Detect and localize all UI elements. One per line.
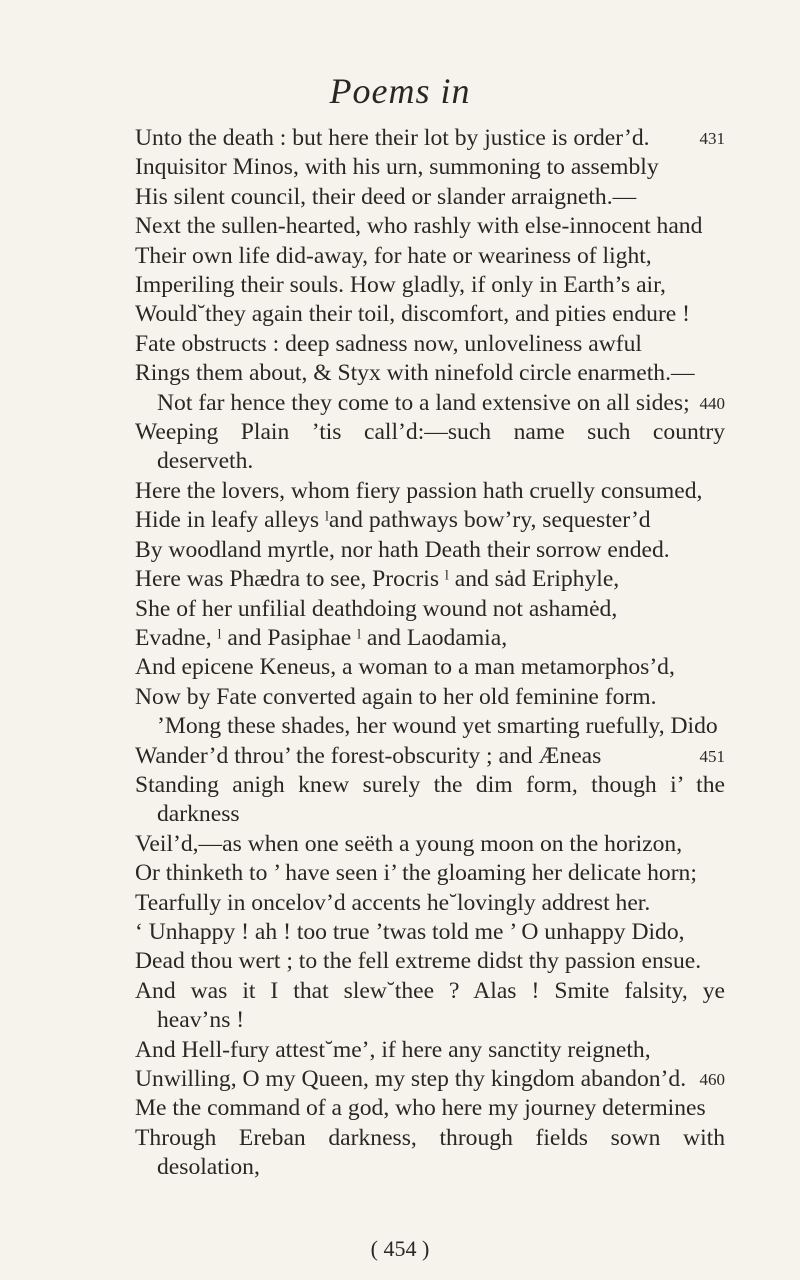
verse-text: Fate obstructs : deep sadness now, unloveliness awful <box>135 330 642 357</box>
verse-line <box>135 712 725 741</box>
verse-line <box>135 506 725 535</box>
line-number: 440 <box>699 393 725 413</box>
verse-text: Rings them about, & Styx with ninefold circle enarmeth.— <box>135 360 695 387</box>
verse-text: His silent council, their deed or slander arraigneth.— <box>135 183 637 210</box>
verse-text: Their own life did-away, for hate or weariness of light, <box>135 242 652 269</box>
verse-text: Unwilling, O my Queen, my step thy kingdom abandon’d. <box>135 1066 687 1092</box>
verse-line <box>135 771 725 800</box>
verse-text: And epicene Keneus, a woman to a man metamorphos’d, <box>135 654 675 681</box>
verse-text: Not far hence they come to a land extensive on all sides; <box>157 389 690 416</box>
verse-line <box>135 271 725 300</box>
verse-text: deserveth. <box>157 448 254 475</box>
line-number: 460 <box>699 1070 725 1089</box>
verse-line <box>135 447 725 476</box>
verse-line <box>135 1124 725 1153</box>
verse-text: Tearfully in oncelov’d accents he˘lovingly addrest her. <box>135 889 651 916</box>
verse-text: Veil’d,—as when one seëth a young moon on the horizon, <box>135 830 683 857</box>
verse-text: ’Mong these shades, her wound yet smarting ruefully, Dido <box>157 713 718 740</box>
verse-line <box>135 565 725 594</box>
verse-text: Evadne, ˡ and Pasiphae ˡ and Laodamia, <box>135 624 508 651</box>
verse-text: Weeping Plain ’tis call’d:—such name such country <box>135 419 725 446</box>
verse-line <box>135 683 725 712</box>
verse-line <box>135 212 725 241</box>
verse-text: Standing anigh knew surely the dim form, though i’ the <box>135 771 725 798</box>
verse-text: She of her unfilial deathdoing wound not ashamėd, <box>135 595 618 622</box>
verse-line <box>135 153 725 182</box>
verse-text: heav’ns ! <box>157 1007 245 1034</box>
verse-text: Here was Phædra to see, Procris ˡ and sȧd Eriphyle, <box>135 566 620 593</box>
verse-text: darkness <box>157 801 240 828</box>
verse-line <box>135 389 725 418</box>
verse-line <box>135 859 725 888</box>
verse-line <box>135 742 725 771</box>
verse-line <box>135 330 725 359</box>
verse-text: desolation, <box>157 1154 260 1181</box>
verse-line <box>135 124 725 153</box>
verse-line <box>135 947 725 976</box>
verse-line <box>135 418 725 447</box>
verse-line <box>135 536 725 565</box>
verse-text: Now by Fate converted again to her old feminine form. <box>135 683 657 710</box>
line-number: 451 <box>699 746 725 766</box>
verse-text: Next the sullen-hearted, who rashly with else-innocent hand <box>135 213 703 240</box>
poem-text <box>135 124 725 1183</box>
verse-text: ‘ Unhappy ! ah ! too true ’twas told me ’ O unhappy Dido, <box>135 918 685 945</box>
verse-text: Or thinketh to ’ have seen i’ the gloaming her delicate horn; <box>135 860 697 887</box>
verse-text: Here the lovers, whom fiery passion hath cruelly consumed, <box>135 477 703 504</box>
line-number: 431 <box>699 129 725 148</box>
verse-text: Me the command of a god, who here my journey determines <box>135 1095 706 1122</box>
verse-text: Unto the death : but here their lot by justice is order’d. <box>135 125 650 151</box>
verse-line <box>135 1094 725 1123</box>
verse-line <box>135 830 725 859</box>
verse-line <box>135 800 725 829</box>
verse-text: Wander’d throu’ the forest-obscurity ; and Æneas <box>135 742 602 769</box>
verse-line <box>135 1036 725 1065</box>
verse-text: And Hell-fury attest˘me’, if here any sanctity reigneth, <box>135 1036 651 1063</box>
verse-line <box>135 653 725 682</box>
page-number: ( 454 ) <box>370 1236 430 1261</box>
verse-text: Inquisitor Minos, with his urn, summoning to assembly <box>135 154 659 181</box>
verse-text: Would˘they again their toil, discomfort, and pities endure ! <box>135 301 691 328</box>
verse-line <box>135 359 725 388</box>
verse-line <box>135 183 725 212</box>
verse-line <box>135 1065 725 1094</box>
verse-text: Hide in leafy alleys ˡand pathways bow’ry, sequester’d <box>135 507 651 534</box>
verse-line <box>135 477 725 506</box>
verse-line <box>135 624 725 653</box>
verse-line <box>135 242 725 271</box>
verse-text: Through Ereban darkness, through fields sown with <box>135 1124 725 1151</box>
verse-line <box>135 889 725 918</box>
verse-text: And was it I that slew˘thee ? Alas ! Smite falsity, ye <box>135 977 725 1004</box>
verse-line <box>135 918 725 947</box>
verse-text: Dead thou wert ; to the fell extreme didst thy passion ensue. <box>135 948 702 975</box>
running-head: Poems in <box>329 71 471 111</box>
verse-line <box>135 1153 725 1182</box>
verse-line <box>135 1006 725 1035</box>
verse-line <box>135 300 725 329</box>
verse-text: By woodland myrtle, nor hath Death their sorrow ended. <box>135 536 670 563</box>
verse-line <box>135 977 725 1006</box>
verse-line <box>135 595 725 624</box>
verse-text: Imperiling their souls. How gladly, if only in Earth’s air, <box>135 272 666 299</box>
